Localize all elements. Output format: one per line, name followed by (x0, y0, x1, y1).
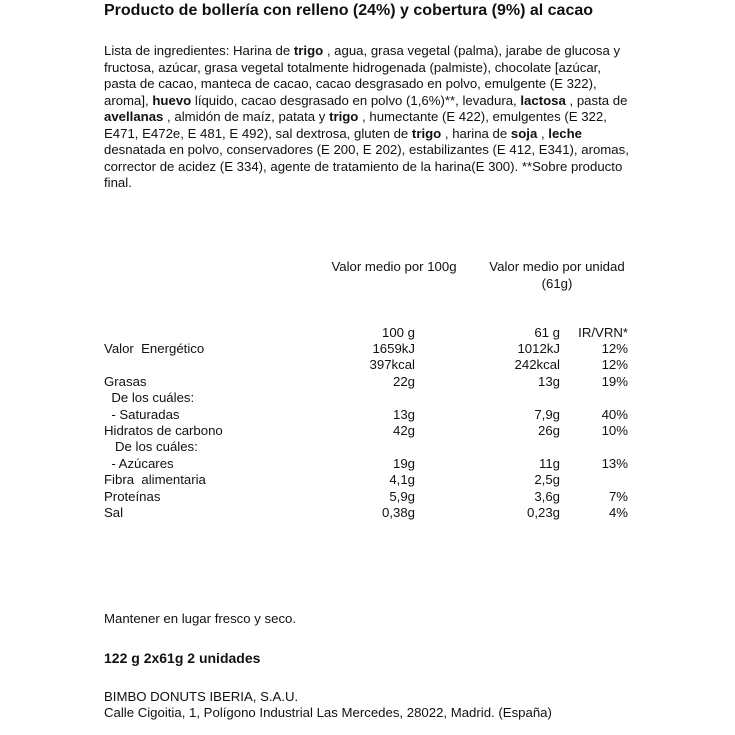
ingredient-text: , (537, 125, 549, 141)
nutrient-name: Proteínas (104, 488, 161, 504)
column-per-unit: 61 g (534, 325, 560, 340)
nutrient-name: Sal (104, 505, 124, 520)
value-per-unit: 26g (537, 423, 560, 438)
header-per-unit-weight: (61g) (541, 276, 573, 291)
allergen-highlight: trigo (411, 125, 442, 141)
value-per-100g: 19g (392, 455, 415, 471)
allergen-highlight: huevo (152, 92, 192, 108)
value-per-100g: 0,38g (381, 505, 415, 520)
ir-percentage: 4% (608, 505, 628, 520)
ir-percentage: 13% (601, 455, 628, 471)
nutrition-label-sheet (104, 0, 664, 735)
value-per-100g: 4,1g (389, 472, 415, 488)
nutrient-name: De los cuáles: (104, 439, 198, 455)
ingredient-text: , harina de (441, 125, 511, 141)
column-100g: 100 g (381, 325, 415, 340)
nutrient-name: Fibra alimentaria (104, 472, 206, 488)
nutrient-name: - Azúcares (104, 455, 174, 471)
column-ir-vrn: IR/VRN* (578, 325, 628, 340)
ingredients-list (104, 43, 632, 192)
value-per-unit: 0,23g (526, 505, 560, 520)
header-per-unit: Valor medio por unidad (489, 259, 625, 274)
nutrient-name: De los cuáles: (104, 390, 195, 406)
value-per-100g: 397kcal (369, 357, 415, 373)
ir-percentage: 12% (601, 357, 628, 373)
allergen-highlight: trigo (293, 43, 324, 58)
ir-percentage: 12% (601, 341, 628, 356)
ir-percentage: 7% (608, 488, 628, 504)
allergen-highlight: trigo (329, 109, 359, 124)
nutrient-name: Valor Energético (104, 341, 205, 356)
value-per-100g: 13g (392, 406, 415, 422)
company-address: Calle Cigoitia, 1, Polígono Industrial Las Mercedes, 28022, Madrid. (España) (104, 705, 552, 720)
value-per-unit: 7,9g (534, 406, 560, 422)
header-per-100g: Valor medio por 100g (331, 259, 457, 274)
ir-percentage: 40% (601, 406, 628, 422)
allergen-highlight: soja (510, 125, 538, 141)
ir-percentage: 10% (601, 423, 628, 438)
nutrient-name: - Saturadas (104, 406, 180, 422)
company-name: BIMBO DONUTS IBERIA, S.A.U. (104, 689, 299, 704)
net-weight: 122 g 2x61g 2 unidades (104, 650, 261, 666)
value-per-100g: 42g (392, 423, 415, 438)
allergen-highlight: leche (548, 125, 583, 141)
value-per-unit: 2,5g (534, 472, 560, 488)
value-per-100g: 1659kJ (372, 341, 415, 356)
product-title: Producto de bollería con relleno (24%) y cobertura (9%) al cacao (104, 2, 594, 19)
ingredient-text: , humectante (E 422), emulgentes (E 322, E471, E472e, E 481, E 492), sal dextrosa, gluten de (104, 109, 607, 141)
ingredient-text: líquido, cacao desgrasado en polvo (1,6%)**, levadura, (191, 92, 521, 108)
nutrient-name: Hidratos de carbono (104, 423, 223, 438)
value-per-unit: 1012kJ (517, 341, 560, 356)
ingredient-text: Lista de ingredientes: Harina de (104, 43, 294, 58)
value-per-unit: 13g (537, 373, 560, 389)
value-per-100g: 5,9g (389, 488, 415, 504)
value-per-unit: 242kcal (514, 357, 560, 373)
value-per-unit: 11g (538, 455, 560, 471)
ingredient-text: , almidón de maíz, patata y (163, 109, 330, 124)
ingredient-text: , pasta de (565, 92, 628, 108)
allergen-highlight: lactosa (520, 92, 566, 108)
allergen-highlight: avellanas (104, 109, 164, 124)
value-per-100g: 22g (392, 373, 415, 389)
storage-instructions: Mantener en lugar fresco y seco. (104, 611, 297, 626)
ir-percentage: 19% (601, 373, 628, 389)
nutrient-name: Grasas (104, 373, 147, 389)
value-per-unit: 3,6g (534, 488, 560, 504)
ingredient-text: , agua, grasa vegetal (palma), jarabe de glucosa y fructosa, azúcar, grasa vegetal totalmente hidrogenada (palmiste), chocolate [azúcar, pasta de cacao, manteca de cacao, cacao desgrasado en polvo, emulgente (E 322), aroma], (104, 43, 621, 108)
ingredient-text: desnatada en polvo, conservadores (E 200, E 202), estabilizantes (E 412, E341), aromas, corrector de acidez (E 334), agente de tratamiento de la harina(E 300). **Sobre producto final. (104, 142, 629, 190)
